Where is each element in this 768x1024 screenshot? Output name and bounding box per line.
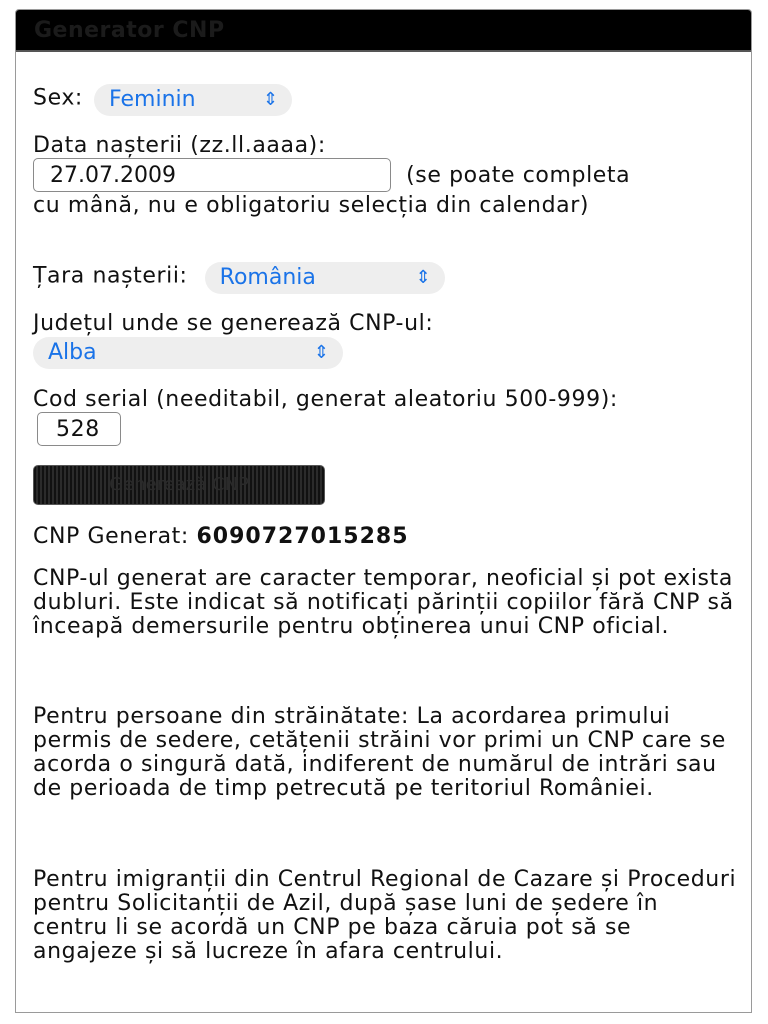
serial-row [33, 388, 693, 446]
birth-date-hint-rest: cu mână, nu e obligatoriu selecția din calendar) [33, 193, 590, 218]
country-select[interactable] [205, 262, 445, 294]
county-select-value: Alba [48, 340, 97, 365]
county-label: Județul unde se generează CNP-ul: [33, 311, 434, 336]
cnp-generator-panel [15, 9, 752, 1013]
result-label: CNP Generat: [33, 524, 189, 549]
birth-date-label: Data nașterii (zz.ll.aaaa): [33, 133, 326, 158]
birth-date-row [33, 158, 630, 192]
generate-cnp-button[interactable]: Generează CNP [33, 465, 325, 505]
sex-select[interactable] [94, 84, 292, 116]
country-row [33, 262, 445, 294]
birth-date-hint: (se poate completa [406, 162, 631, 188]
county-row [33, 337, 343, 369]
serial-label: Cod serial (needitabil, generat aleatoriu 500-999): [33, 387, 618, 412]
info-paragraph-temporary: CNP-ul generat are caracter temporar, neoficial și pot exista dubluri. Este indicat să notificați părinții copiilor fără CNP să înceapă demersurile pentru obținerea unui CNP oficial. [33, 566, 734, 639]
generated-cnp-value: 6090727015285 [196, 524, 409, 549]
chevron-up-down-icon: ⇕ [262, 89, 279, 110]
sex-label: Sex: [33, 85, 83, 111]
country-select-value: România [219, 265, 316, 290]
info-paragraph-foreigners: Pentru persoane din străinătate: La acordarea primului permis de sedere, cetățenii străini vor primi un CNP care se acorda o singură dată, indiferent de numărul de intrări sau de perioada de timp petrecută pe teritoriul României. [33, 704, 726, 801]
panel-header [16, 10, 751, 52]
serial-input: 528 [37, 412, 121, 446]
chevron-up-down-icon: ⇕ [415, 267, 431, 288]
chevron-up-down-icon: ⇕ [313, 342, 329, 363]
info-paragraph-immigrants: Pentru imigranții din Centrul Regional de Cazare și Proceduri pentru Solicitanții de Azil, după șase luni de ședere în centru li se acordă un CNP pe baza căruia pot să se angajeze și să lucreze în afara centrului. [33, 867, 737, 964]
panel-title: Generator CNP [34, 18, 225, 43]
county-select[interactable] [33, 337, 343, 369]
result-row [33, 525, 737, 549]
country-label: Țara nașterii: [33, 263, 188, 289]
birth-date-input[interactable]: 27.07.2009 [33, 158, 391, 192]
sex-row [33, 84, 292, 116]
sex-select-value: Feminin [109, 87, 196, 112]
